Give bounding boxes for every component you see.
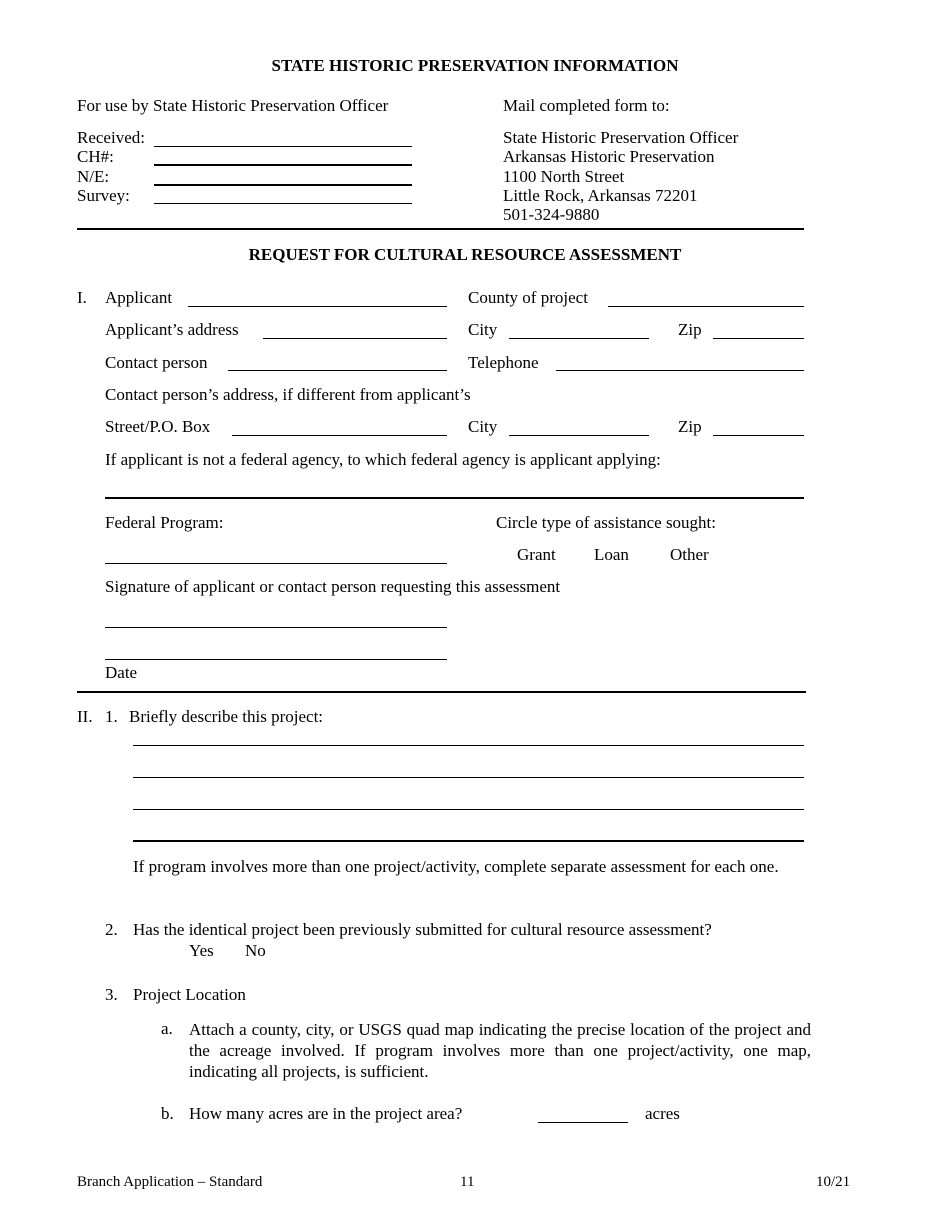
date-label: Date: [105, 663, 138, 682]
item-a-label: a.: [161, 1019, 173, 1038]
item-b-label: b.: [161, 1104, 174, 1123]
section-title: REQUEST FOR CULTURAL RESOURCE ASSESSMENT: [248, 245, 682, 264]
section-divider: [77, 691, 806, 693]
ch-field[interactable]: [154, 164, 412, 166]
applicant-label: Applicant: [105, 288, 173, 307]
address-line-3: 1100 North Street: [503, 167, 625, 186]
multi-project-note: If program involves more than one project/activity, complete separate assessment for each one.: [133, 857, 779, 876]
no-option[interactable]: No: [245, 941, 266, 960]
assistance-label: Circle type of assistance sought:: [496, 513, 717, 532]
county-label: County of project: [468, 288, 588, 307]
zip-label: Zip: [678, 320, 702, 339]
loan-option[interactable]: Loan: [594, 545, 629, 564]
applicant-address-field[interactable]: [263, 338, 447, 339]
describe-line-3[interactable]: [133, 809, 804, 810]
zip-field-2[interactable]: [713, 435, 804, 436]
city-field[interactable]: [509, 338, 649, 339]
address-line-2: Arkansas Historic Preservation: [503, 147, 715, 166]
city-label-2: City: [468, 417, 498, 436]
applicant-address-label: Applicant’s address: [105, 320, 239, 339]
grant-option[interactable]: Grant: [517, 545, 556, 564]
address-line-4: Little Rock, Arkansas 72201: [503, 186, 698, 205]
shpo-use-label: For use by State Historic Preservation Officer: [77, 96, 389, 115]
q2-label: Has the identical project been previously submitted for cultural resource assessment?: [133, 920, 712, 939]
zip-field[interactable]: [713, 338, 804, 339]
describe-line-1[interactable]: [133, 745, 804, 746]
telephone-field[interactable]: [556, 370, 804, 371]
q3-label: Project Location: [133, 985, 246, 1004]
date-field[interactable]: [105, 659, 447, 660]
city-field-2[interactable]: [509, 435, 649, 436]
footer-date: 10/21: [816, 1174, 851, 1190]
form-title: STATE HISTORIC PRESERVATION INFORMATION: [271, 56, 679, 75]
contact-person-field[interactable]: [228, 370, 447, 371]
address-line-1: State Historic Preservation Officer: [503, 128, 739, 147]
survey-label: Survey:: [77, 186, 130, 205]
item-a-text: Attach a county, city, or USGS quad map indicating the precise location of the project and the acreage involved. If program involves more than one project/activity, one map, indicating all projects, is sufficient.: [189, 1020, 811, 1081]
received-label: Received:: [77, 128, 145, 147]
ch-label: CH#:: [77, 147, 114, 166]
q3-number: 3.: [105, 985, 118, 1004]
item-b-text: How many acres are in the project area?: [189, 1104, 463, 1123]
address-phone: 501-324-9880: [503, 205, 600, 224]
acres-unit: acres: [645, 1104, 680, 1123]
signature-label: Signature of applicant or contact person requesting this assessment: [105, 577, 561, 596]
page-number: 11: [460, 1174, 475, 1190]
acres-field[interactable]: [538, 1122, 628, 1123]
other-option[interactable]: Other: [670, 545, 709, 564]
ne-label: N/E:: [77, 167, 110, 186]
street-label: Street/P.O. Box: [105, 417, 211, 436]
q1-label: Briefly describe this project:: [129, 707, 324, 726]
signature-field[interactable]: [105, 627, 447, 628]
applicant-field[interactable]: [188, 306, 447, 307]
describe-line-4[interactable]: [133, 840, 804, 842]
contact-address-note: Contact person’s address, if different from applicant’s: [105, 385, 471, 404]
mail-to-label: Mail completed form to:: [503, 96, 670, 115]
federal-program-label: Federal Program:: [105, 513, 224, 532]
q1-number: 1.: [105, 707, 118, 726]
survey-field[interactable]: [154, 203, 412, 204]
zip-label-2: Zip: [678, 417, 702, 436]
section-numeral-ii: II.: [77, 707, 93, 726]
header-divider: [77, 228, 804, 230]
street-field[interactable]: [232, 435, 447, 436]
county-field[interactable]: [608, 306, 804, 307]
describe-line-2[interactable]: [133, 777, 804, 778]
yes-option[interactable]: Yes: [189, 941, 214, 960]
contact-person-label: Contact person: [105, 353, 208, 372]
received-field[interactable]: [154, 146, 412, 147]
federal-agency-field[interactable]: [105, 497, 804, 499]
telephone-label: Telephone: [468, 353, 539, 372]
federal-program-field[interactable]: [105, 563, 447, 564]
footer-left: Branch Application – Standard: [77, 1174, 263, 1190]
city-label: City: [468, 320, 498, 339]
federal-agency-question: If applicant is not a federal agency, to which federal agency is applicant applying:: [105, 450, 661, 469]
ne-field[interactable]: [154, 184, 412, 186]
section-numeral-i: I.: [77, 288, 87, 307]
q2-number: 2.: [105, 920, 118, 939]
